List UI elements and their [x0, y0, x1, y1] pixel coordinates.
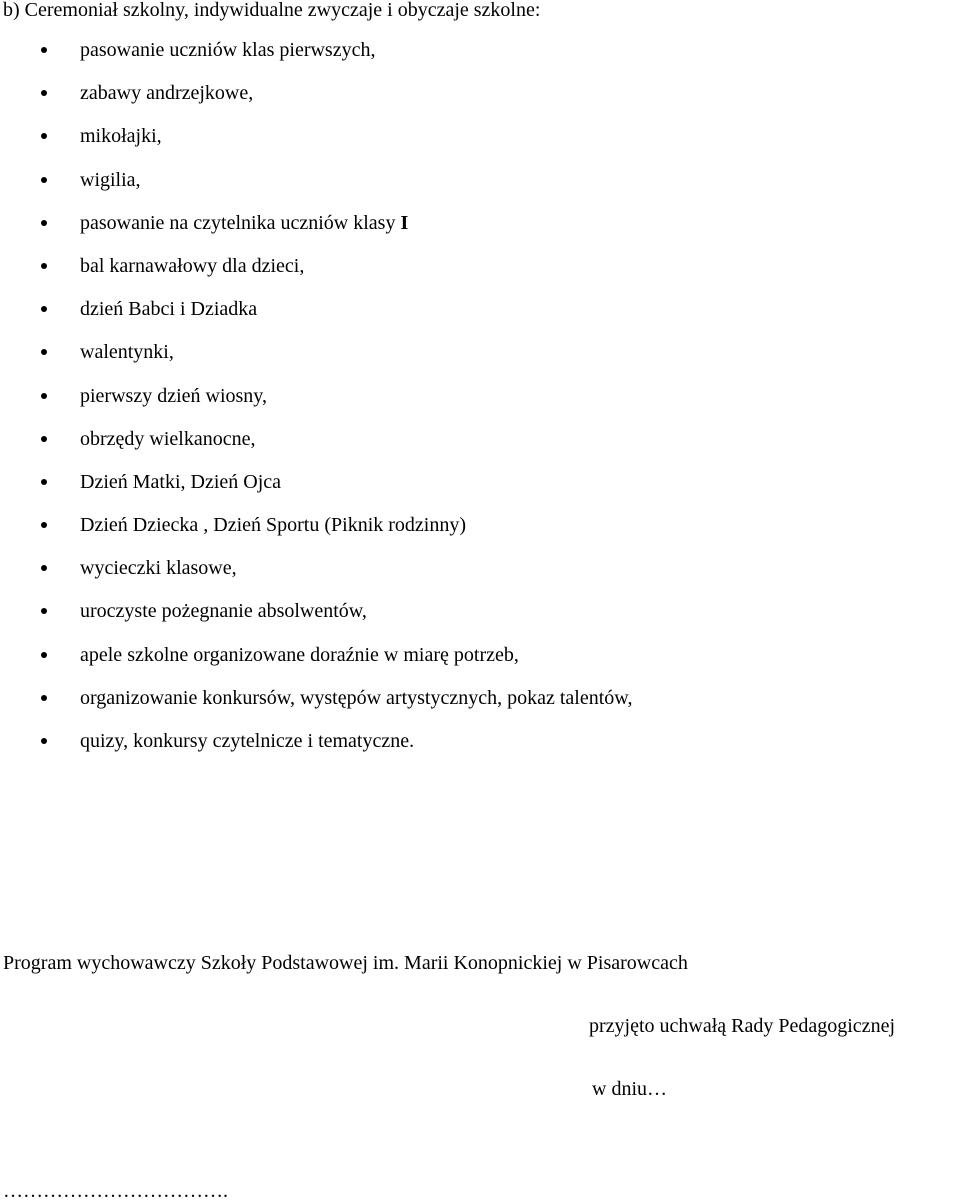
- list-item-text: obrzędy wielkanocne,: [80, 427, 256, 450]
- list-item-text: walentynki,: [80, 341, 174, 364]
- bullet-icon: [41, 652, 47, 658]
- program-title: Program wychowawczy Szkoły Podstawowej im. Marii Konopnickiej w Pisarowcach: [3, 952, 688, 974]
- list-item-text: Dzień Matki, Dzień Ojca: [80, 470, 282, 493]
- date-line: w dniu…: [592, 1078, 667, 1100]
- list-item-text: pasowanie uczniów klas pierwszych,: [80, 39, 376, 61]
- bullet-icon: [41, 393, 47, 399]
- bullet-icon: [41, 306, 47, 312]
- list-item-bold: I: [400, 211, 409, 234]
- bullet-icon: [41, 133, 47, 139]
- bullet-icon: [41, 522, 47, 528]
- bullet-icon: [41, 479, 47, 485]
- list-item-text: wigilia,: [80, 168, 141, 191]
- bullet-icon: [41, 738, 47, 744]
- list-item-text: apele szkolne organizowane doraźnie w miarę potrzeb,: [80, 643, 519, 666]
- list-item-text: wycieczki klasowe,: [80, 557, 237, 580]
- list-item-text: uroczyste pożegnanie absolwentów,: [80, 600, 367, 623]
- bullet-icon: [41, 90, 47, 96]
- bullet-icon: [41, 436, 47, 442]
- bullet-icon: [41, 263, 47, 269]
- bullet-icon: [41, 695, 47, 701]
- list-item-text: organizowanie konkursów, występów artystycznych, pokaz talentów,: [80, 686, 633, 709]
- bullet-icon: [41, 47, 47, 53]
- list-item-text: pasowanie na czytelnika uczniów klasy I: [80, 211, 409, 234]
- list-item-text: quizy, konkursy czytelnicze i tematyczne.: [80, 730, 415, 752]
- adoption-note: przyjęto uchwałą Rady Pedagogicznej: [589, 1015, 895, 1037]
- list-item-text: zabawy andrzejkowe,: [80, 82, 254, 105]
- bullet-icon: [41, 565, 47, 571]
- bullet-icon: [41, 177, 47, 183]
- list-item-text: dzień Babci i Dziadka: [80, 298, 258, 321]
- list-item-text: mikołajki,: [80, 125, 162, 148]
- list-item-text: Dzień Dziecka , Dzień Sportu (Piknik rodzinny): [80, 514, 467, 537]
- signature-dots: …………………………….: [3, 1180, 228, 1202]
- list-item-text: bal karnawałowy dla dzieci,: [80, 254, 305, 277]
- bullet-icon: [41, 349, 47, 355]
- section-heading: b) Ceremoniał szkolny, indywidualne zwyczaje i obyczaje szkolne:: [3, 0, 541, 21]
- list-item-text: pierwszy dzień wiosny,: [80, 384, 267, 407]
- bullet-icon: [41, 220, 47, 226]
- bullet-icon: [41, 608, 47, 614]
